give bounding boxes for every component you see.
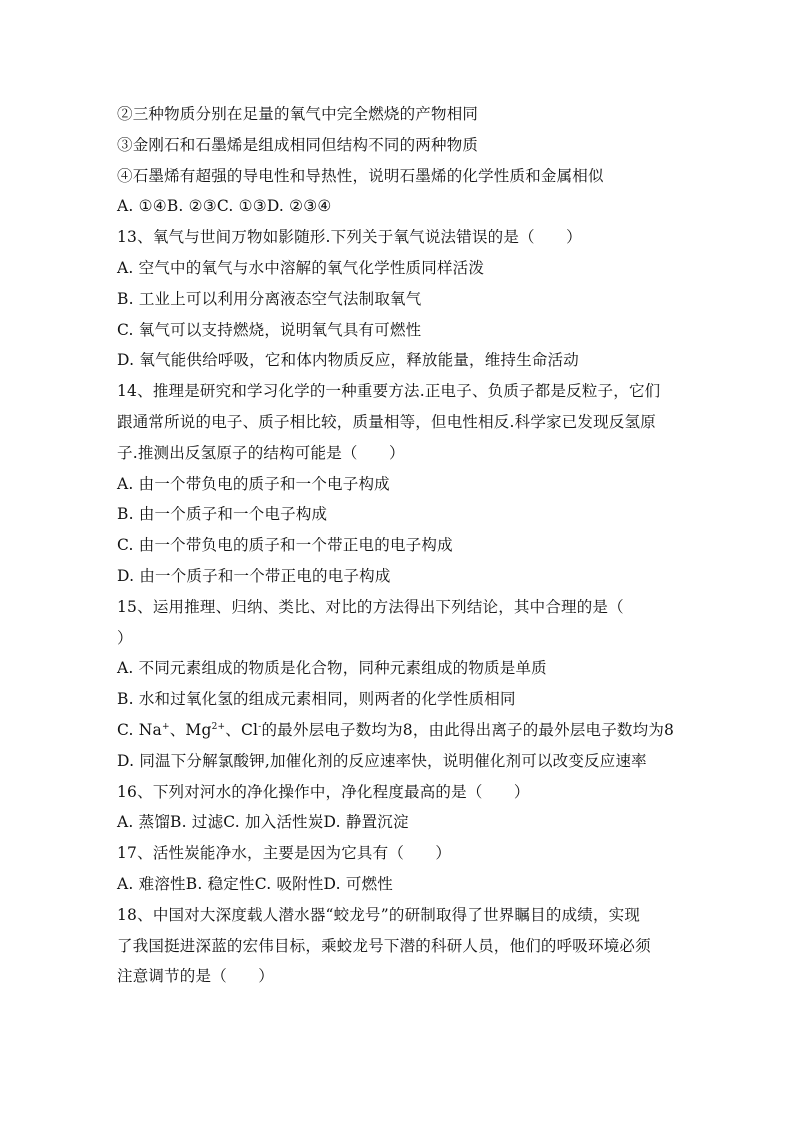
question-18-stem: 18、中国对大深度载人潜水器“蛟龙号”的研制取得了世界瞩目的成绩，实现 [117, 905, 641, 924]
text-line: ②三种物质分别在足量的氧气中完全燃烧的产物相同 [117, 105, 479, 123]
question-15-option-a: A. 不同元素组成的物质是化合物，同种元素组成的物质是单质 [117, 659, 547, 678]
question-13-option-d: D. 氧气能供给呼吸，它和体内物质反应，释放能量，维持生命活动 [117, 351, 579, 370]
question-14-option-a: A. 由一个带负电的质子和一个电子构成 [117, 474, 390, 493]
question-14-stem: 14、推理是研究和学习化学的一种重要方法.正电子、负质子都是反粒子，它们 [117, 382, 661, 401]
question-13-stem: 13、氧气与世间万物如影随形.下列关于氧气说法错误的是（ ） [117, 228, 582, 247]
question-17-options: A. 难溶性B. 稳定性C. 吸附性D. 可燃性 [117, 874, 393, 893]
option-text: 、Mg [169, 720, 212, 739]
question-13-option-a: A. 空气中的氧气与水中溶解的氧气化学性质同样活泼 [117, 258, 485, 277]
question-16-stem: 16、下列对河水的净化操作中，净化程度最高的是（ ） [117, 782, 530, 801]
text-line: ④石墨烯有超强的导电性和导热性，说明石墨烯的化学性质和金属相似 [117, 166, 604, 185]
question-14-stem: 子.推测出反氢原子的结构可能是（ ） [117, 443, 405, 462]
charge-superscript: + [161, 721, 170, 732]
text-line: ③金刚石和石墨烯是组成相同但结构不同的两种物质 [117, 135, 479, 154]
charge-superscript: - [258, 721, 262, 732]
question-13-option-c: C. 氧气可以支持燃烧，说明氧气具有可燃性 [117, 320, 422, 339]
question-15-option-c [117, 715, 677, 746]
charge-superscript: 2+ [211, 721, 226, 732]
question-18-stem: 注意调节的是（ ） [117, 967, 275, 986]
question-18-stem: 了我国挺进深蓝的宏伟目标，乘蛟龙号下潜的科研人员，他们的呼吸环境必须 [117, 936, 651, 955]
question-14-option-d: D. 由一个质子和一个带正电的电子构成 [117, 566, 391, 585]
question-14-stem: 跟通常所说的电子、质子相比较，质量相等，但电性相反.科学家已发现反氢原 [117, 412, 656, 431]
question-14-option-c: C. 由一个带负电的质子和一个带正电的电子构成 [117, 536, 453, 555]
question-15-stem: 15、运用推理、归纳、类比、对比的方法得出下列结论，其中合理的是（ [117, 597, 624, 616]
question-15-option-b: B. 水和过氧化氢的组成元素相同，则两者的化学性质相同 [117, 690, 516, 709]
question-15-option-d: D. 同温下分解氯酸钾,加催化剂的反应速率快，说明催化剂可以改变反应速率 [117, 751, 647, 770]
question-16-options: A. 蒸馏B. 过滤C. 加入活性炭D. 静置沉淀 [117, 813, 409, 832]
option-text: C. Na [117, 720, 162, 739]
question-17-stem: 17、活性炭能净水，主要是因为它具有（ ） [117, 844, 452, 863]
question-13-option-b: B. 工业上可以利用分离液态空气法制取氧气 [117, 289, 422, 308]
option-text: 的最外层电子数均为8，由此得出离子的最外层电子数均为8 [261, 720, 675, 739]
option-text: 、Cl [225, 720, 259, 739]
answer-options: A. ①④B. ②③C. ①③D. ②③④ [117, 197, 332, 216]
question-text [117, 99, 677, 992]
question-15-stem: ） [117, 628, 133, 647]
question-14-option-b: B. 由一个质子和一个电子构成 [117, 505, 328, 524]
